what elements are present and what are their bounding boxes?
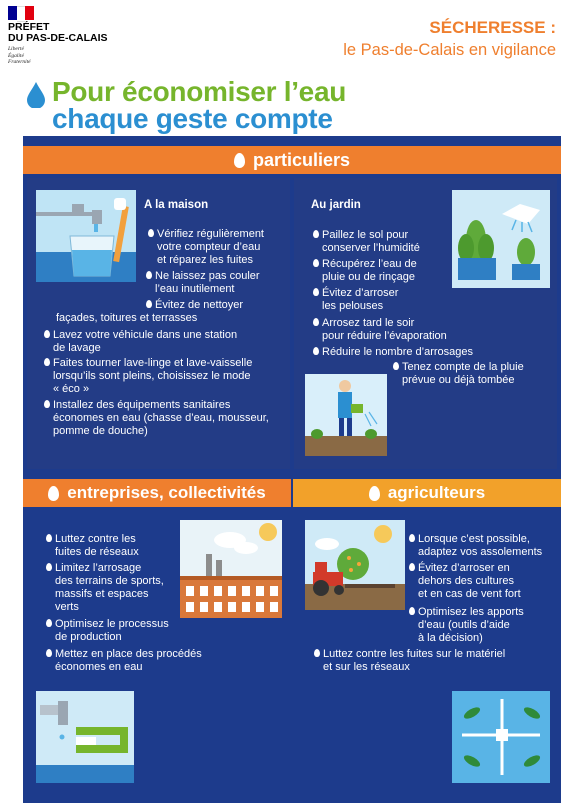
water-drop-icon	[313, 259, 319, 267]
water-drop-icon	[26, 81, 46, 108]
water-drop-icon	[313, 347, 319, 355]
agriculteurs-item-1: Lorsque c’est possible, adaptez vos assolements	[409, 533, 542, 559]
tractor-illustration	[305, 520, 405, 610]
water-drop-icon	[146, 271, 152, 279]
jardin-item-2: Récupérez l’eau de pluie ou de rinçage	[313, 258, 417, 284]
entreprises-item-3: Optimisez le processus de production	[46, 618, 169, 644]
entreprises-item-4: Mettez en place des procédés économes en eau	[46, 648, 202, 674]
motto-liberte: Liberté	[8, 46, 24, 52]
headline-line1: Pour économiser l’eau	[52, 76, 347, 107]
secheresse-subtitle: le Pas-de-Calais en vigilance	[343, 41, 556, 59]
water-drop-icon	[44, 330, 50, 338]
prefet-line1: PRÉFET	[8, 21, 50, 33]
water-drop-icon	[313, 318, 319, 326]
water-drop-icon	[46, 563, 52, 571]
water-drop-icon	[46, 649, 52, 657]
agriculteurs-item-4: Luttez contre les fuites sur le matériel et sur les réseaux	[314, 648, 505, 674]
maison-item-1: Vérifiez régulièrement votre compteur d’eau et réparez les fuites	[148, 228, 264, 267]
maison-title: A la maison	[144, 199, 209, 211]
particuliers-banner	[23, 146, 561, 174]
maison-item-5: Faites tourner lave-linge et lave-vaisselle lorsqu’ils sont pleins, choisissez le mode « éco »	[44, 357, 252, 396]
agriculteurs-banner	[293, 479, 561, 507]
irrigation-illustration	[452, 691, 550, 783]
jardin-item-1: Paillez le sol pour conserver l’humidité	[313, 229, 420, 255]
water-drop-icon	[146, 300, 152, 308]
watering-plants-illustration	[452, 190, 550, 288]
agriculteurs-item-3: Optimisez les apports d’eau (outils d’aide à la décision)	[409, 606, 524, 645]
jardin-title: Au jardin	[311, 199, 361, 211]
maison-item-3b: façades, toitures et terrasses	[56, 312, 198, 324]
water-drop-icon	[48, 486, 59, 501]
jardin-item-3: Évitez d’arroser les pelouses	[313, 287, 398, 313]
water-drop-icon	[44, 400, 50, 408]
water-drop-icon	[234, 153, 245, 168]
gardener-illustration	[305, 374, 387, 456]
agriculteurs-heading: agriculteurs	[387, 483, 486, 502]
secheresse-title: SÉCHERESSE :	[429, 18, 556, 37]
french-flag-icon	[8, 6, 34, 20]
water-drop-icon	[148, 229, 154, 237]
jardin-item-4: Arrosez tard le soir pour réduire l’évaporation	[313, 317, 447, 343]
prefet-line2: DU PAS-DE-CALAIS	[8, 32, 108, 44]
water-drop-icon	[409, 607, 415, 615]
headline-line2: chaque geste compte	[52, 103, 333, 134]
pipes-illustration	[36, 691, 134, 783]
maison-item-4: Lavez votre véhicule dans une station de lavage	[44, 329, 237, 355]
water-drop-icon	[409, 563, 415, 571]
particuliers-heading: particuliers	[252, 149, 351, 170]
motto-fraternite: Fraternité	[8, 59, 31, 65]
jardin-item-5: Réduire le nombre d’arrosages	[313, 346, 473, 359]
water-drop-icon	[44, 358, 50, 366]
water-drop-icon	[409, 534, 415, 542]
entreprises-banner	[23, 479, 291, 507]
water-drop-icon	[313, 288, 319, 296]
water-drop-icon	[46, 619, 52, 627]
maison-item-6: Installez des équipements sanitaires économes en eau (chasse d’eau, mousseur, pomme de douche)	[44, 399, 269, 438]
factory-illustration	[180, 520, 282, 618]
maison-item-3a: Évitez de nettoyer	[146, 299, 243, 312]
maison-item-2: Ne laissez pas couler l’eau inutilement	[146, 270, 260, 296]
water-drop-icon	[393, 362, 399, 370]
motto-egalite: Égalité	[8, 52, 24, 59]
jardin-item-6: Tenez compte de la pluie prévue ou déjà tombée	[393, 361, 524, 387]
prefecture-name	[8, 22, 108, 44]
entreprises-heading: entreprises, collectivités	[67, 483, 266, 502]
entreprises-item-1: Luttez contre les fuites de réseaux	[46, 533, 139, 559]
water-drop-icon	[46, 534, 52, 542]
entreprises-item-2: Limitez l’arrosage des terrains de sports, massifs et espaces verts	[46, 562, 164, 614]
agriculteurs-item-2: Évitez d’arroser en dehors des cultures et en cas de vent fort	[409, 562, 521, 601]
water-drop-icon	[369, 486, 380, 501]
water-drop-icon	[313, 230, 319, 238]
republic-motto	[8, 46, 31, 66]
tap-glass-illustration	[36, 190, 136, 282]
water-drop-icon	[314, 649, 320, 657]
